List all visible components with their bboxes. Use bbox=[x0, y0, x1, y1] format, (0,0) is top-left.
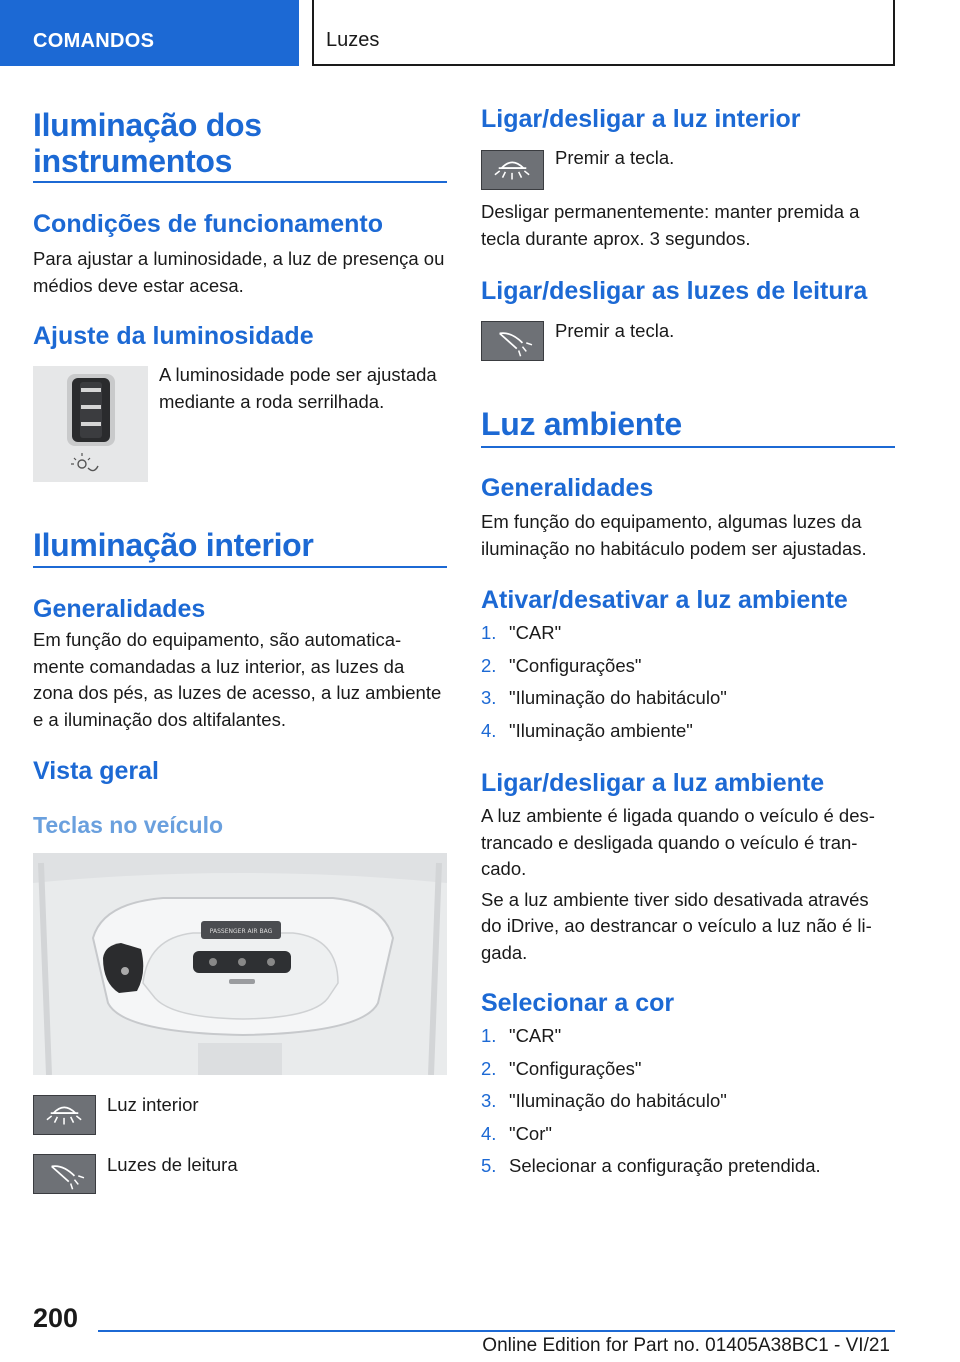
paragraph-interior-off: Desligar permanentemente: manter premida a tecla durante aprox. 3 segundos. bbox=[481, 201, 860, 249]
list-item: 4. "Cor" bbox=[481, 1122, 552, 1144]
paragraph-ambient-onoff: A luz ambiente é ligada quando o veículo é des- trancado e desligada quando o veículo é tran- cado. Se a luz ambiente tiver sido desativada através do iDrive, ao destrancar o veículo a luz não é li- gada. bbox=[481, 805, 875, 963]
list-select-color bbox=[481, 1023, 895, 1186]
reading-light-key-icon bbox=[481, 321, 544, 361]
key-interior-light-label: Luz interior bbox=[107, 1094, 199, 1115]
heading-operating-conditions: Condições de funcionamento bbox=[33, 210, 384, 238]
list-item: 4. "Iluminação ambiente" bbox=[481, 719, 693, 741]
key-reading-light-label: Luzes de leitura bbox=[107, 1154, 238, 1175]
title-interior-lighting: Iluminação interior bbox=[33, 527, 314, 563]
title-ambient-light: Luz ambiente bbox=[481, 406, 682, 442]
title-rule bbox=[33, 566, 447, 568]
heading-reading-onoff: Ligar/desligar as luzes de leitura bbox=[481, 277, 868, 305]
list-item: 3. "Iluminação do habitáculo" bbox=[481, 1090, 727, 1111]
brightness-wheel-photo bbox=[33, 366, 148, 482]
heading-brightness-adjust: Ajuste da luminosidade bbox=[33, 322, 314, 350]
interior-light-key-icon bbox=[33, 1095, 96, 1135]
header-section-label: COMANDOS bbox=[33, 30, 155, 52]
heading-ambient-general: Generalidades bbox=[481, 474, 654, 502]
list-item: 2. "Configurações" bbox=[481, 654, 642, 676]
paragraph-general: Em função do equipamento, são automatica- mente comandadas a luz interior, as luzes da zona dos pés, as luzes de acesso, a luz ambiente e a iluminação dos altifalantes. bbox=[33, 629, 442, 730]
roof-console-icon bbox=[33, 853, 447, 1075]
heading-overview: Vista geral bbox=[33, 757, 160, 785]
heading-general: Generalidades bbox=[33, 595, 206, 623]
heading-ambient-activate: Ativar/desativar a luz ambiente bbox=[481, 586, 848, 614]
list-item: 1. "CAR" bbox=[481, 1025, 562, 1046]
title-rule bbox=[33, 181, 447, 183]
brightness-wheel-icon bbox=[33, 366, 148, 482]
interior-key-instruction: Premir a tecla. bbox=[555, 147, 675, 168]
header-section-tab bbox=[0, 0, 299, 66]
page-number: 200 bbox=[33, 1303, 79, 1333]
list-ambient-activate bbox=[481, 620, 895, 750]
reading-light-key-icon bbox=[33, 1154, 96, 1194]
interior-light-key-icon bbox=[481, 150, 544, 190]
list-item: 2. "Configurações" bbox=[481, 1057, 642, 1079]
title-rule bbox=[481, 446, 895, 448]
footer-edition: Online Edition for Part no. 01405A38BC1 - VI/21 bbox=[482, 1335, 890, 1356]
paragraph-operating-conditions: Para ajustar a luminosidade, a luz de presença ou médios deve estar acesa. bbox=[33, 248, 445, 296]
heading-interior-onoff: Ligar/desligar a luz interior bbox=[481, 105, 801, 133]
heading-ambient-onoff: Ligar/desligar a luz ambiente bbox=[481, 769, 825, 797]
reading-key-instruction: Premir a tecla. bbox=[555, 320, 675, 341]
footer-rule bbox=[98, 1330, 895, 1332]
paragraph-brightness-adjust: A luminosidade pode ser ajustada mediante a roda serrilhada. bbox=[159, 364, 437, 412]
svg-text:PASSENGER AIR BAG: PASSENGER AIR BAG bbox=[209, 928, 273, 935]
header-chapter-label: Luzes bbox=[326, 29, 380, 51]
heading-vehicle-keys: Teclas no veículo bbox=[33, 812, 224, 838]
heading-select-color: Selecionar a cor bbox=[481, 989, 675, 1017]
roof-console-photo bbox=[33, 853, 447, 1075]
list-item: 5. Selecionar a configuração pretendida. bbox=[481, 1155, 821, 1176]
header-chapter-box bbox=[312, 0, 895, 66]
title-instrument-lighting: Iluminação dos instrumentos bbox=[33, 107, 262, 179]
list-item: 3. "Iluminação do habitáculo" bbox=[481, 687, 727, 708]
paragraph-ambient-general: Em função do equipamento, algumas luzes da iluminação no habitáculo podem ser ajustadas. bbox=[481, 511, 867, 559]
list-item: 1. "CAR" bbox=[481, 622, 562, 643]
